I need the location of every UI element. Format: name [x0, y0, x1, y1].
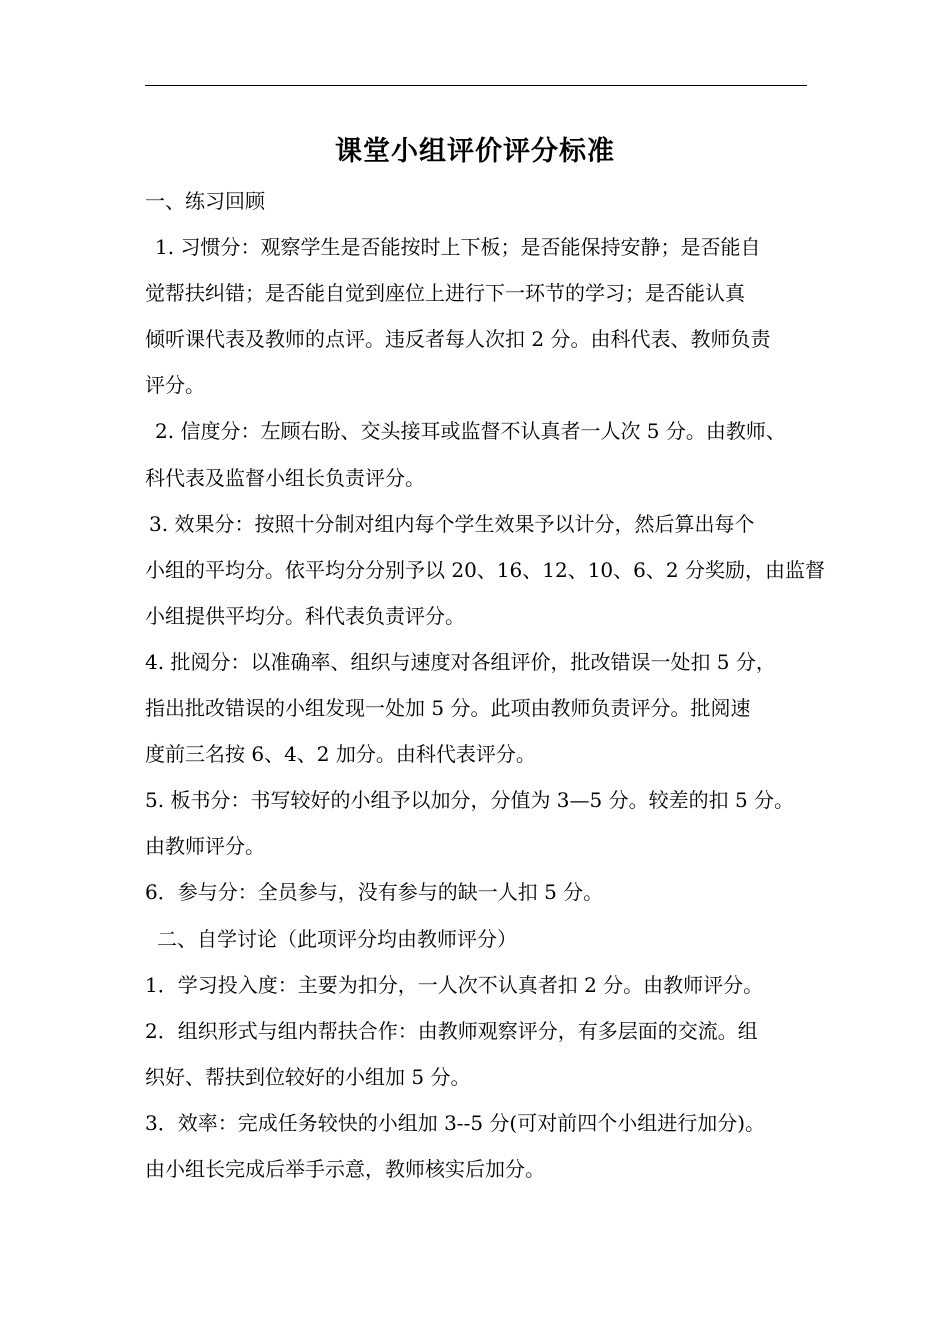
- paragraph-line: 5. 板书分：书写较好的小组予以加分，分值为 3—5 分。较差的扣 5 分。: [145, 788, 795, 813]
- paragraph-line: 由小组长完成后举手示意，教师核实后加分。: [145, 1156, 545, 1181]
- header-rule: [145, 85, 807, 86]
- document-body: [145, 178, 825, 1192]
- paragraph-line: 评分。: [145, 373, 205, 398]
- paragraph-line: 度前三名按 6、4、2 加分。由科代表评分。: [145, 742, 536, 767]
- paragraph-line: 科代表及监督小组长负责评分。: [145, 465, 425, 490]
- paragraph-line: 1．学习投入度：主要为扣分，一人次不认真者扣 2 分。由教师评分。: [145, 972, 764, 997]
- paragraph-line: 3．效率：完成任务较快的小组加 3--5 分(可对前四个小组进行加分)。: [145, 1110, 766, 1135]
- paragraph-line: 2. 信度分：左顾右盼、交头接耳或监督不认真者一人次 5 分。由教师、: [155, 419, 786, 444]
- paragraph-line: 小组提供平均分。科代表负责评分。: [145, 603, 465, 628]
- section-heading: 二、自学讨论（此项评分均由教师评分）: [157, 926, 517, 951]
- section-heading: 一、练习回顾: [145, 189, 265, 213]
- paragraph-line: 1. 习惯分：观察学生是否能按时上下板；是否能保持安静；是否能自: [155, 235, 761, 260]
- paragraph-line: 2．组织形式与组内帮扶合作：由教师观察评分，有多层面的交流。组: [145, 1018, 758, 1043]
- paragraph-line: 3. 效果分：按照十分制对组内每个学生效果予以计分，然后算出每个: [149, 511, 755, 536]
- paragraph-line: 4. 批阅分：以准确率、组织与速度对各组评价，批改错误一处扣 5 分，: [145, 649, 776, 674]
- paragraph-line: 小组的平均分。依平均分分别予以 20、16、12、10、6、2 分奖励，由监督: [145, 557, 825, 582]
- paragraph-line: 倾听课代表及教师的点评。违反者每人次扣 2 分。由科代表、教师负责: [145, 327, 771, 352]
- paragraph-line: 指出批改错误的小组发现一处加 5 分。此项由教师负责评分。批阅速: [145, 696, 751, 721]
- document-title: 课堂小组评价评分标准: [335, 136, 615, 167]
- paragraph-line: 6．参与分：全员参与，没有参与的缺一人扣 5 分。: [145, 880, 604, 905]
- paragraph-line: 由教师评分。: [145, 834, 265, 859]
- paragraph-line: 织好、帮扶到位较好的小组加 5 分。: [145, 1064, 471, 1089]
- paragraph-line: 觉帮扶纠错；是否能自觉到座位上进行下一环节的学习；是否能认真: [145, 281, 745, 306]
